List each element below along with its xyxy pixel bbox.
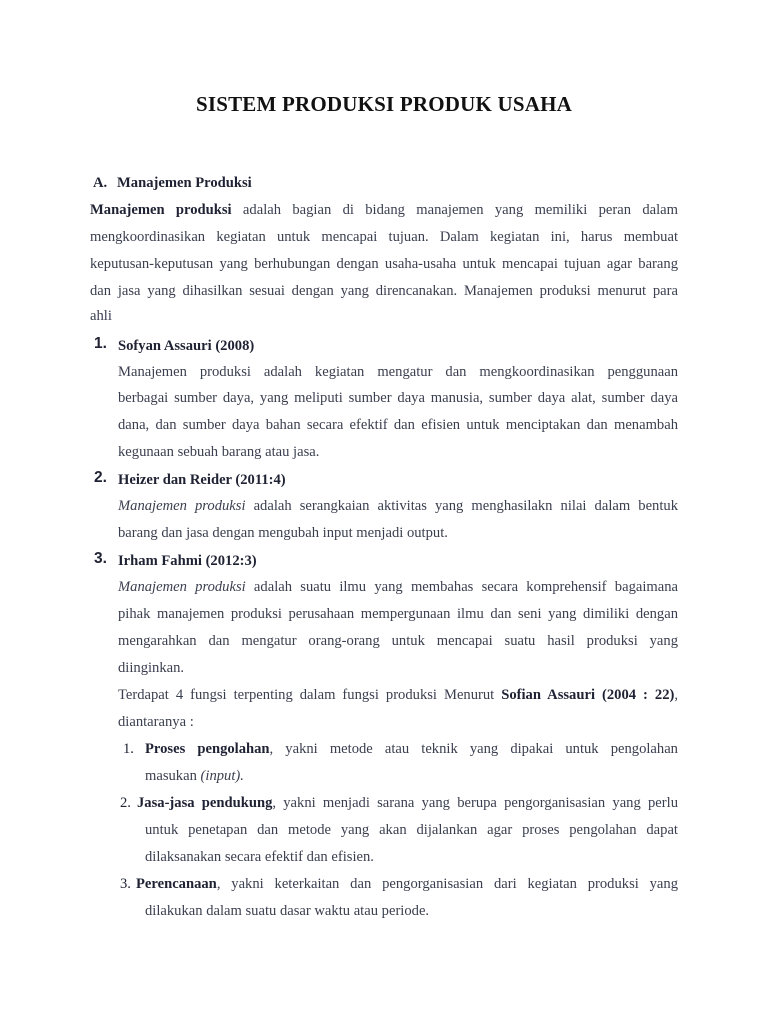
- term-manajemen-produksi: Manajemen produksi: [118, 579, 246, 595]
- list-number: 2.: [94, 469, 107, 486]
- intro-reference: Sofian Assauri (2004 : 22): [501, 687, 675, 703]
- expert-text: berbagai sumber daya, yang meliputi sumber daya manusia, sumber daya alat, sumber daya: [118, 390, 678, 406]
- list-number: 2.: [120, 795, 131, 811]
- function-text-span: , yakni keterkaitan dan pengorganisasian dari kegiatan produksi yang: [216, 876, 678, 892]
- expert-name: Heizer dan Reider (2011:4): [118, 472, 286, 488]
- expert-text-span: adalah suatu ilmu yang membahas secara komprehensif bagaimana: [245, 579, 678, 595]
- function-term: Perencanaan: [136, 876, 217, 892]
- function-term: Jasa-jasa pendukung: [137, 795, 273, 811]
- paragraph-text: adalah bagian di bidang manajemen yang memiliki peran dalam: [231, 202, 678, 218]
- paragraph-line: mengkoordinasikan kegiatan untuk mencapai tujuan. Dalam kegiatan ini, harus membuat: [90, 229, 678, 245]
- expert-text: [118, 577, 678, 597]
- expert-text: pihak manajemen produksi perusahaan mempergunaan ilmu dan seni yang dimiliki dengan: [118, 606, 678, 622]
- function-text-span: , yakni metode atau teknik yang dipakai untuk pengolahan: [269, 741, 678, 757]
- expert-name: Irham Fahmi (2012:3): [118, 553, 257, 569]
- list-number: 1.: [123, 741, 134, 757]
- function-text: dilakukan dalam suatu dasar waktu atau periode.: [145, 903, 430, 919]
- list-number: 3.: [94, 550, 107, 567]
- expert-text: mengarahkan dan mengatur orang-orang untuk mencapai suatu hasil produksi yang: [118, 633, 678, 649]
- function-text: dilaksanakan secara efektif dan efisien.: [145, 849, 374, 865]
- expert-text: dana, dan sumber daya bahan secara efektif dan efisien untuk menciptakan dan menambah: [118, 417, 678, 433]
- function-text: [136, 874, 678, 894]
- expert-text: diinginkan.: [118, 660, 185, 676]
- term-manajemen-produksi: Manajemen produksi: [118, 498, 246, 514]
- document-title: SISTEM PRODUKSI PRODUK USAHA: [195, 92, 573, 116]
- intro-text: ,: [674, 687, 679, 703]
- expert-text: [118, 496, 678, 516]
- expert-text: Manajemen produksi adalah kegiatan mengatur dan mengkoordinasikan penggunaan: [118, 364, 678, 380]
- expert-text: barang dan jasa dengan mengubah input menjadi output.: [118, 525, 448, 541]
- function-text: [137, 793, 678, 813]
- expert-name: Sofyan Assauri (2008): [118, 338, 255, 354]
- section-marker: A.: [93, 175, 108, 191]
- expert-text: kegunaan sebuah barang atau jasa.: [118, 444, 320, 460]
- section-heading: Manajemen Produksi: [117, 175, 252, 191]
- expert-text-span: adalah serangkaian aktivitas yang menghasilakn nilai dalam bentuk: [245, 498, 678, 514]
- function-text-span: , yakni menjadi sarana yang berupa pengorganisasian yang perlu: [272, 795, 678, 811]
- function-text: [145, 766, 244, 786]
- list-number: 3.: [120, 876, 131, 892]
- paragraph-line: keputusan-keputusan yang berhubungan dengan usaha-usaha untuk mencapai tujuan agar barang: [90, 256, 678, 272]
- functions-intro: [118, 685, 678, 705]
- paragraph-line: [90, 200, 678, 220]
- paragraph-line: dan jasa yang dihasilkan sesuai dengan yang direncanakan. Manajemen produksi menurut para: [90, 283, 678, 299]
- intro-text: Terdapat 4 fungsi terpenting dalam fungsi produksi Menurut: [118, 687, 502, 703]
- function-text: [145, 739, 678, 759]
- function-text-span: masukan: [145, 768, 201, 784]
- paragraph-line: ahli: [90, 308, 112, 324]
- function-term: Proses pengolahan: [145, 741, 270, 757]
- function-text: untuk penetapan dan metode yang akan dijalankan agar proses pengolahan dapat: [145, 822, 678, 838]
- functions-intro: diantaranya :: [118, 714, 194, 730]
- term-manajemen-produksi: Manajemen produksi: [90, 202, 232, 218]
- list-number: 1.: [94, 335, 107, 352]
- function-italic: (input).: [200, 768, 244, 784]
